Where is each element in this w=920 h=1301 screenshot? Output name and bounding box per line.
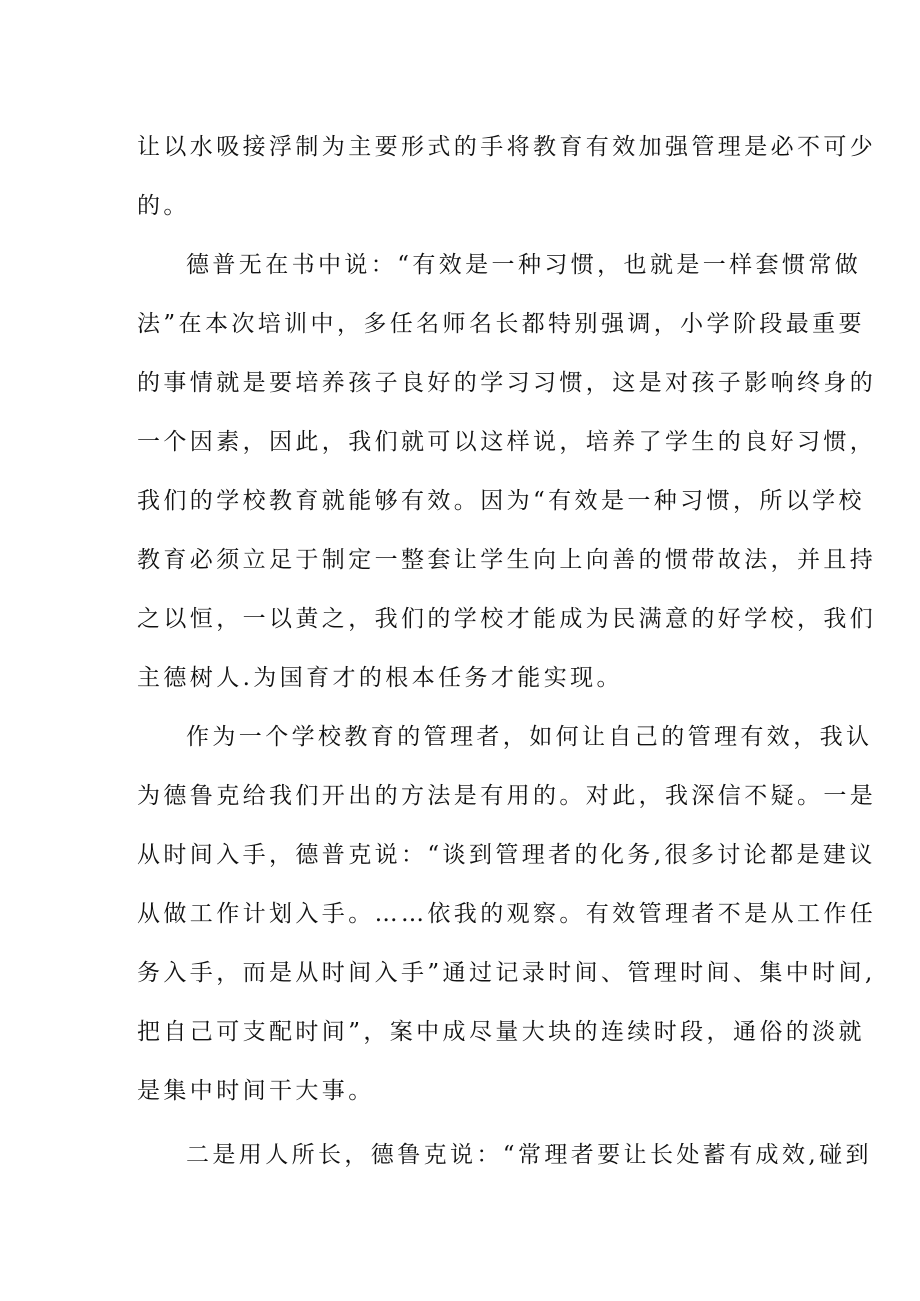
text-line: 把自己可支配时间”，案中成尽量大块的连续时段，通俗的淡就 xyxy=(137,1019,865,1045)
text-line: 从时间入手，德普克说：“谈到管理者的化务,很多讨论都是建议 xyxy=(137,842,876,868)
text-line: 一个因素，因此，我们就可以这样说，培养了学生的良好习惯， xyxy=(137,429,877,455)
text-line: 务入手，而是从时间入手”通过记录时间、管理时间、集中时间, xyxy=(137,960,876,986)
paragraph-first-line: 作为一个学校教育的管理者，如何让自己的管理有效，我认 xyxy=(186,724,873,750)
text-line: 从做工作计划入手。……依我的观察。有效管理者不是从工作任 xyxy=(137,901,877,927)
text-line: 主德树人.为国育才的根本任务才能实现。 xyxy=(137,665,623,691)
text-line: 的。 xyxy=(137,193,190,219)
text-line: 我们的学校教育就能够有效。因为“有效是一种习惯，所以学校 xyxy=(137,488,865,514)
text-line: 教育必须立足于制定一整套让学生向上向善的惯带故法，并且持 xyxy=(137,547,877,573)
paragraph-first-line: 二是用人所长，德鲁克说：“常理者要让长处蓄有成效,碰到 xyxy=(186,1142,872,1168)
text-line: 让以水吸接浮制为主要形式的手将教育有效加强管理是必不可少 xyxy=(137,134,877,160)
text-line: 法”在本次培训中，多任名师名长都特别强调，小学阶段最重要 xyxy=(137,311,865,337)
text-line: 是集中时间干大事。 xyxy=(137,1078,375,1104)
text-line: 为德鲁克给我们开出的方法是有用的。对此，我深信不疑。一是 xyxy=(137,783,877,809)
text-line: 之以恒，一以黄之，我们的学校才能成为民满意的好学校，我们 xyxy=(137,606,877,632)
text-line: 的事情就是要培养孩子良好的学习习惯，这是对孩子影响终身的 xyxy=(137,370,877,396)
body-text xyxy=(137,118,877,1185)
paragraph-first-line: 德普无在书中说：“有效是一种习惯，也就是一样套惯常做 xyxy=(186,252,862,278)
